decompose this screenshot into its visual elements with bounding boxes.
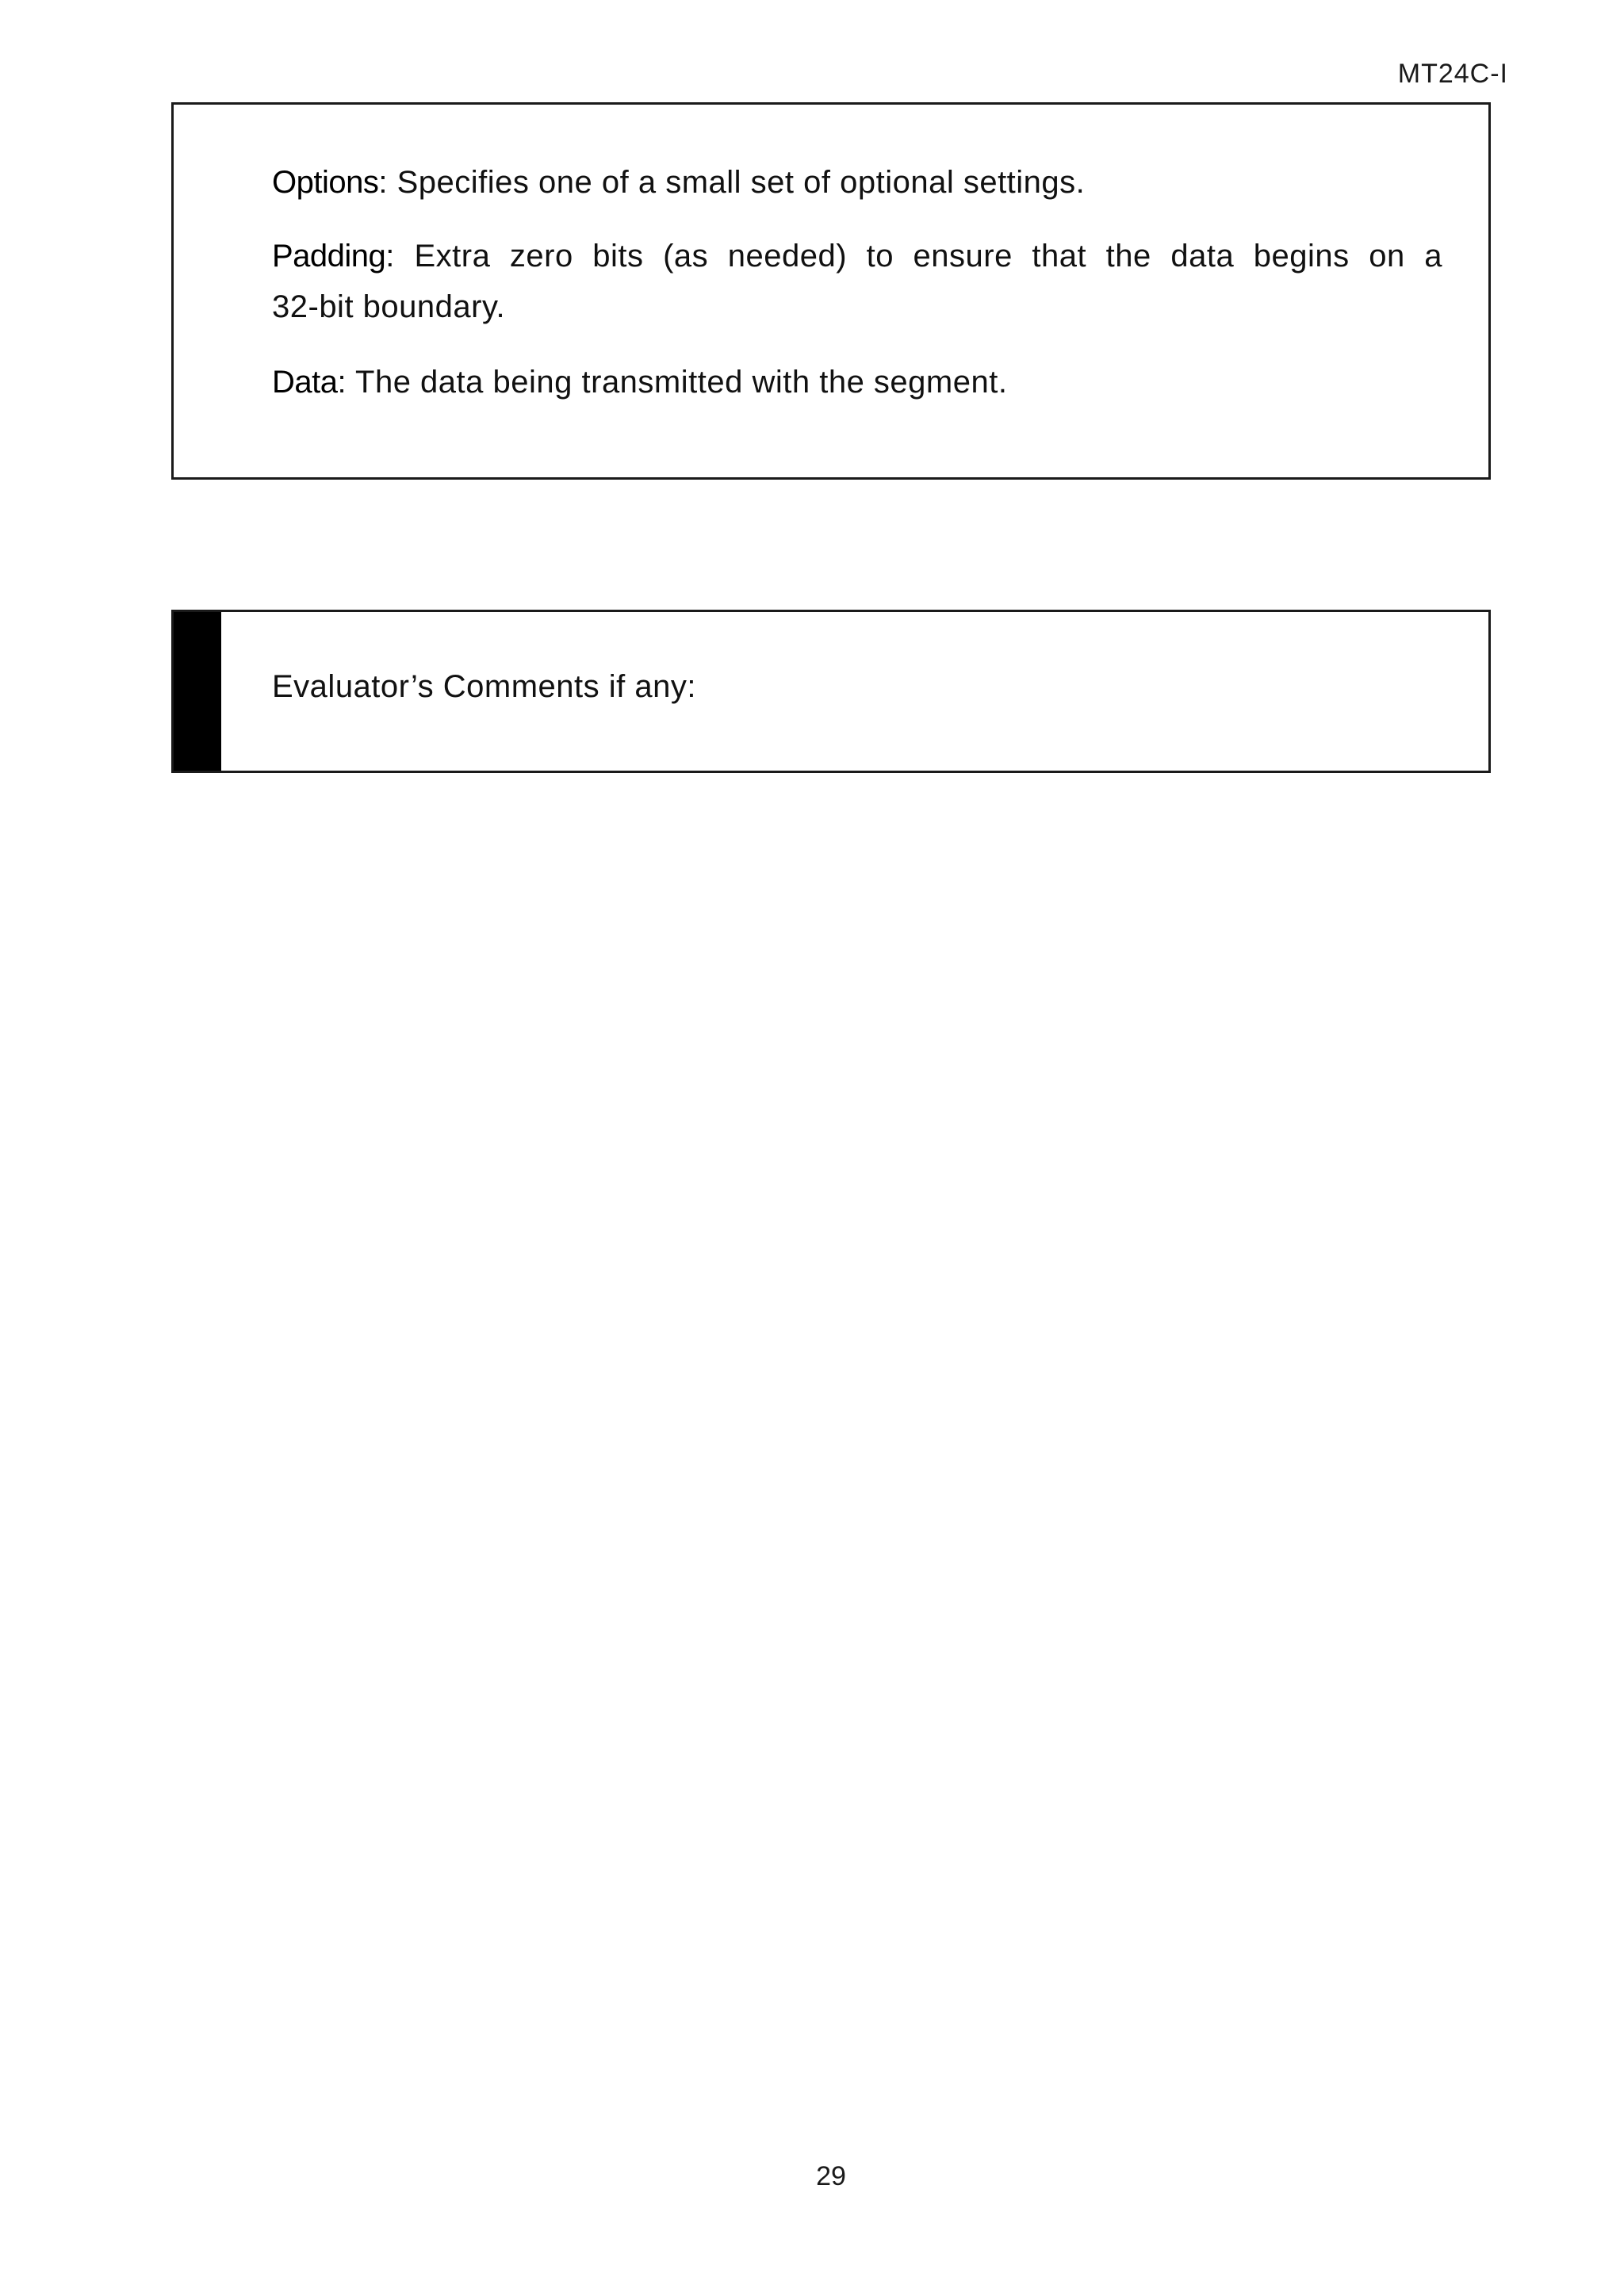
definition-text-continued: 32-bit boundary. [272,289,506,324]
evaluator-comments-label: Evaluator’s Comments if any: [272,669,696,704]
definition-text: Extra zero bits (as needed) to ensure that the data begins on a [414,239,1442,274]
separator: : [378,165,397,200]
evaluator-comments-box [171,610,1491,773]
definition-text: The data being transmitted with the segment. [355,365,1008,400]
definition-padding [272,231,1442,332]
definition-text: Specifies one of a small set of optional settings. [396,165,1086,200]
definitions-box [171,102,1491,480]
term-options: Options [272,165,379,200]
definition-line [272,231,1442,281]
term-padding: Padding [272,239,386,274]
term-data: Data [272,365,338,400]
separator: : [337,365,356,400]
comments-side-bar [174,612,221,771]
page-number: 29 [816,2161,846,2191]
definition-data [272,357,1442,408]
separator: : [385,239,415,274]
document-code: MT24C-I [1397,59,1508,89]
definition-options [272,157,1442,208]
